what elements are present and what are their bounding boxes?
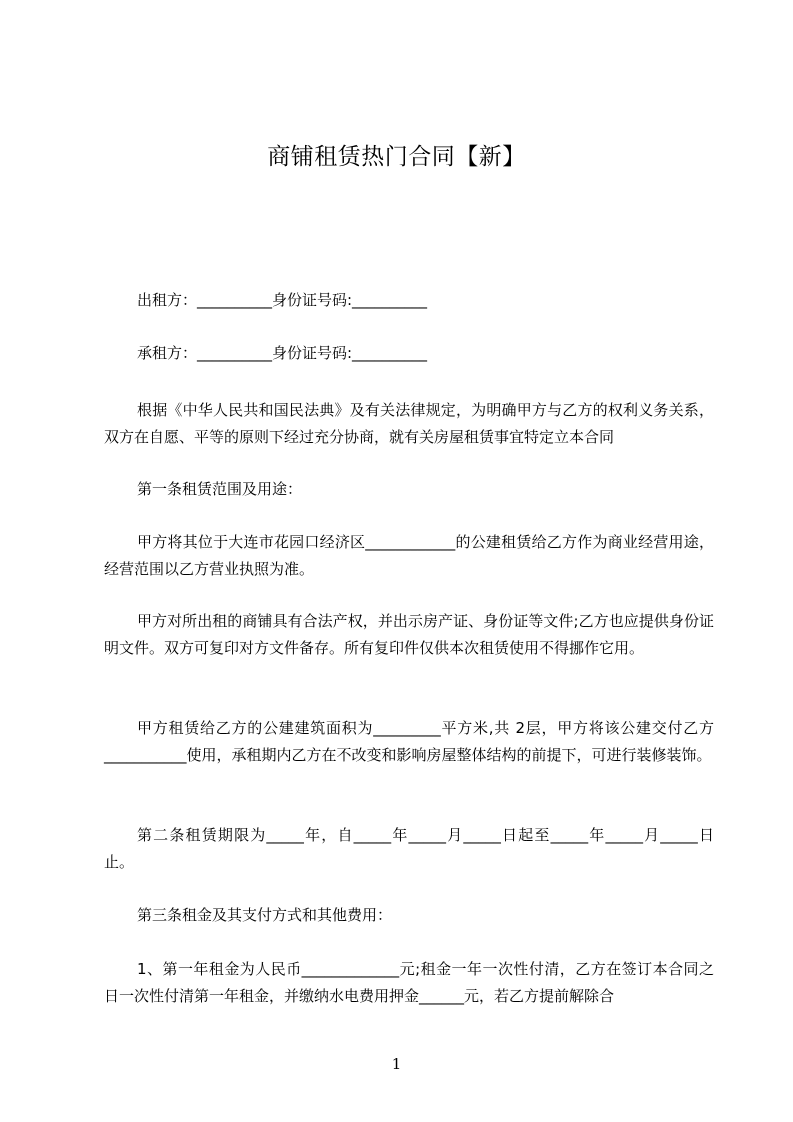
rent-payment-paragraph: 1、第一年租金为人民币_____________元;租金一年一次性付清，乙方在签订本合同之日一次性付清第一年租金，并缴纳水电费用押金______元，若乙方提前解除合	[104, 960, 714, 1005]
article-1-heading: 第一条租赁范围及用途：	[137, 480, 303, 498]
preamble-paragraph: 根据《中华人民共和国民法典》及有关法律规定，为明确甲方与乙方的权利义务关系，双方在自愿、平等的原则下经过充分协商，就有关房屋租赁事宜特定立本合同	[104, 401, 714, 446]
building-area-paragraph: 甲方租赁给乙方的公建建筑面积为_________平方米,共 2层，甲方将该公建交付乙方___________使用，承租期内乙方在不改变和影响房屋整体结构的前提下，可进行装修装饰。	[104, 719, 714, 764]
premises-location-paragraph: 甲方将其位于大连市花园口经济区____________的公建租赁给乙方作为商业经营用途，经营范围以乙方营业执照为准。	[104, 533, 714, 578]
lessor-line: 出租方：__________身份证号码:__________	[137, 291, 428, 309]
document-title: 商铺租赁热门合同【新】	[267, 144, 526, 170]
article-3-heading: 第三条租金及其支付方式和其他费用：	[137, 906, 393, 924]
page-number: 1	[391, 1055, 402, 1073]
lessee-line: 承租方：__________身份证号码:__________	[137, 344, 428, 362]
article-2-term-paragraph: 第二条租赁期限为_____年，自_____年_____月_____日起至_____年_____月_____日止。	[104, 826, 714, 871]
property-rights-paragraph: 甲方对所出租的商铺具有合法产权，并出示房产证、身份证等文件;乙方也应提供身份证明文件。双方可复印对方文件备存。所有复印件仅供本次租赁使用不得挪作它用。	[104, 612, 714, 657]
